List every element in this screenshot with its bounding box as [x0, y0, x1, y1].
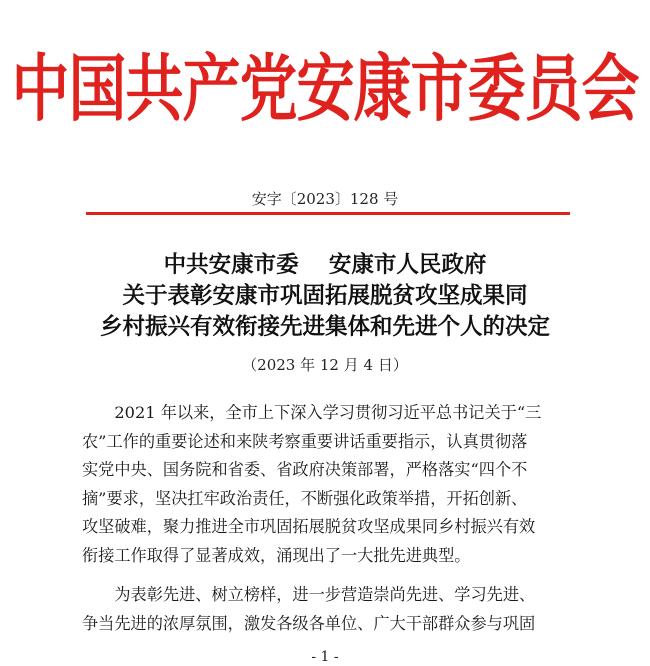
- title-line-3: 乡村振兴有效衔接先进集体和先进个人的决定: [99, 314, 550, 340]
- body-line: 攻坚破难，聚力推进全市巩固拓展脱贫攻坚成果同乡村振兴有效: [82, 517, 536, 537]
- body-line: 摘”要求，坚决扛牢政治责任，不断强化政策举措，开拓创新、: [82, 488, 528, 508]
- title-line-2: 关于表彰安康市巩固拓展脱贫攻坚成果同: [122, 283, 528, 309]
- red-divider-line: [86, 212, 570, 215]
- document-title: [0, 250, 650, 343]
- page-number: - 1 -: [311, 649, 339, 665]
- body-line: 争当先进的浓厚氛围，激发各级各单位、广大干部群众参与巩固: [82, 613, 536, 633]
- body-line: 实党中央、国务院和省委、省政府决策部署，严格落实“四个不: [82, 460, 528, 480]
- body-line: 农”工作的重要论述和来陕考察重要讲话重要指示，认真贯彻落: [82, 431, 528, 451]
- body-line: 2021 年以来，全市上下深入学习贯彻习近平总书记关于“三: [82, 403, 542, 422]
- body-line: 为表彰先进、树立榜样，进一步营造崇尚先进、学习先进、: [82, 585, 536, 604]
- body-paragraph-1: [82, 399, 572, 571]
- title-line-1: 中共安康市委 安康市人民政府: [163, 252, 487, 278]
- document-date: （2023 年 12 月 4 日）: [242, 356, 408, 374]
- document-number: 安字〔2023〕128 号: [251, 190, 399, 208]
- body-line: 衔接工作取得了显著成效，涌现出了一大批先进典型。: [82, 545, 471, 565]
- body-paragraph-2: [82, 581, 572, 638]
- red-header-org-name: 中国共产党安康市委员会: [11, 46, 639, 132]
